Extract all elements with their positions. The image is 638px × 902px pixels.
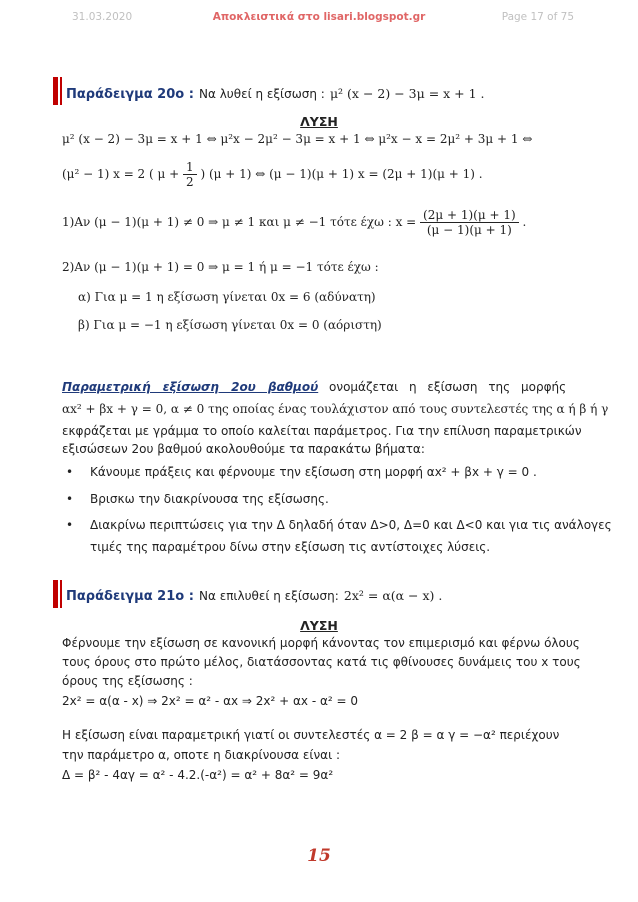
parametric-line1-rest: ονομάζεται η εξίσωση της μορφής: [318, 380, 567, 394]
header-title: Αποκλειστικά στο lisari.blogspot.gr: [212, 11, 426, 23]
example20-solution-heading: ΛΥΣΗ: [300, 114, 338, 129]
example21-solution-heading: ΛΥΣΗ: [300, 618, 338, 633]
example20-step1: μ² (x − 2) − 3μ = x + 1 ⇔ μ²x − 2μ² − 3μ = x + 1 ⇔ μ²x − x = 2μ² + 3μ + 1 ⇔: [62, 132, 533, 146]
example21-paragraph-1: [62, 634, 582, 691]
parametric-definition-line4: εξισώσεων 2ου βαθμού ακολουθούμε τα παρακάτω βήματα:: [62, 442, 425, 456]
example20-step2-frac-den: 2: [186, 175, 194, 189]
example20-case1-frac-den: (μ − 1)(μ + 1): [426, 223, 512, 237]
example21-text: Να επιλυθεί η εξίσωση:: [199, 589, 339, 603]
bullet-2-text: Βρισκω την διακρίνουσα της εξίσωσης.: [90, 492, 329, 506]
bullet-1-symbol: •: [66, 465, 74, 479]
bullet-2-symbol: •: [66, 492, 74, 506]
example20-marker-bar: [53, 77, 58, 105]
example21-equation: 2x² = α(α − x) .: [343, 588, 443, 603]
example21-title: [66, 585, 442, 604]
example20-case2: 2)Αν (μ − 1)(μ + 1) = 0 ⇒ μ = 1 ή μ = −1 τότε έχω :: [62, 260, 379, 274]
header-page-indicator: Page 17 of 75: [501, 11, 574, 23]
example20-title: [66, 83, 485, 102]
bullet-3-continuation: τιμές της παραμέτρου δίνω στην εξίσωση τις αντίστοιχες λύσεις.: [90, 540, 491, 554]
example20-step2-left: (μ² − 1) x = 2 ( μ +: [62, 167, 180, 181]
example20-equation: μ² (x − 2) − 3μ = x + 1 .: [329, 86, 485, 101]
parametric-definition-line3: εκφράζεται με γράμμα το οποίο καλείται παράμετρος. Για την επίλυση παραμετρικών: [62, 424, 582, 438]
parametric-term: Παραμετρική εξίσωση 2ου βαθμού: [62, 380, 319, 394]
example20-case1-text: 1)Αν (μ − 1)(μ + 1) ≠ 0 ⇒ μ ≠ 1 και μ ≠ −1 τότε έχω : x =: [62, 215, 417, 229]
example20-step2: [62, 160, 483, 189]
example20-case1-frac-num: (2μ + 1)(μ + 1): [420, 208, 519, 223]
example21-equation-steps: 2x² = α(α - x) ⇒ 2x² = α² - αx ⇒ 2x² + αx - α² = 0: [62, 694, 359, 708]
example21-marker-bar: [53, 580, 58, 608]
parametric-definition-line1: [62, 380, 566, 394]
example21-p4: Η εξίσωση είναι παραμετρική γιατί οι συντελεστές α = 2 β = α γ = −α² περιέχουν: [62, 728, 560, 742]
bullet-1-text: Κάνουμε πράξεις και φέρνουμε την εξίσωση στη μορφή αx² + βx + γ = 0 .: [90, 465, 537, 479]
bullet-3-text: Διακρίνω περιπτώσεις για την Δ δηλαδή όταν Δ>0, Δ=0 και Δ<0 και για τις ανάλογες: [90, 518, 612, 532]
example21-p1: Φέρνουμε την εξίσωση σε κανονική μορφή κάνοντας τον επιμερισμό και φέρνω όλους: [62, 636, 580, 650]
example21-label: Παράδειγμα 21ο :: [66, 589, 194, 604]
example21-discriminant: Δ = β² - 4αγ = α² - 4.2.(-α²) = α² + 8α² = 9α²: [62, 768, 334, 782]
example21-p5: την παράμετρο α, οποτε η διακρίνουσα είναι :: [62, 748, 340, 762]
example20-step2-fraction: [183, 160, 197, 189]
example20-text: Να λυθεί η εξίσωση :: [199, 87, 325, 101]
footer-page-number: 15: [307, 846, 331, 866]
example20-step2-right: ) (μ + 1) ⇔ (μ − 1)(μ + 1) x = (2μ + 1)(μ + 1) .: [200, 167, 483, 181]
example20-case1: [62, 208, 526, 237]
example21-p2: τους όρους στο πρώτο μέλος, διατάσσοντας κατά τις φθίνουσες δυνάμεις του x τους: [62, 655, 581, 669]
example20-case1-fraction: [420, 208, 519, 237]
example20-step2-frac-num: 1: [183, 160, 197, 175]
example20-case2a: α) Για μ = 1 η εξίσωση γίνεται 0x = 6 (αδύνατη): [78, 290, 376, 304]
example20-label: Παράδειγμα 20ο :: [66, 87, 194, 102]
header-date: 31.03.2020: [72, 11, 133, 23]
example21-marker-bar-thin: [60, 580, 62, 608]
example20-case2b: β) Για μ = −1 η εξίσωση γίνεται 0x = 0 (αόριστη): [78, 318, 382, 332]
parametric-definition-line2: αx² + βx + γ = 0, α ≠ 0 της οποίας ένας τουλάχιστον από τους συντελεστές της α ή β ή γ: [62, 402, 609, 416]
bullet-3-symbol: •: [66, 518, 74, 532]
example20-case1-end: .: [522, 215, 527, 229]
example21-p3: όρους της εξίσωσης :: [62, 674, 193, 688]
example20-marker-bar-thin: [60, 77, 62, 105]
